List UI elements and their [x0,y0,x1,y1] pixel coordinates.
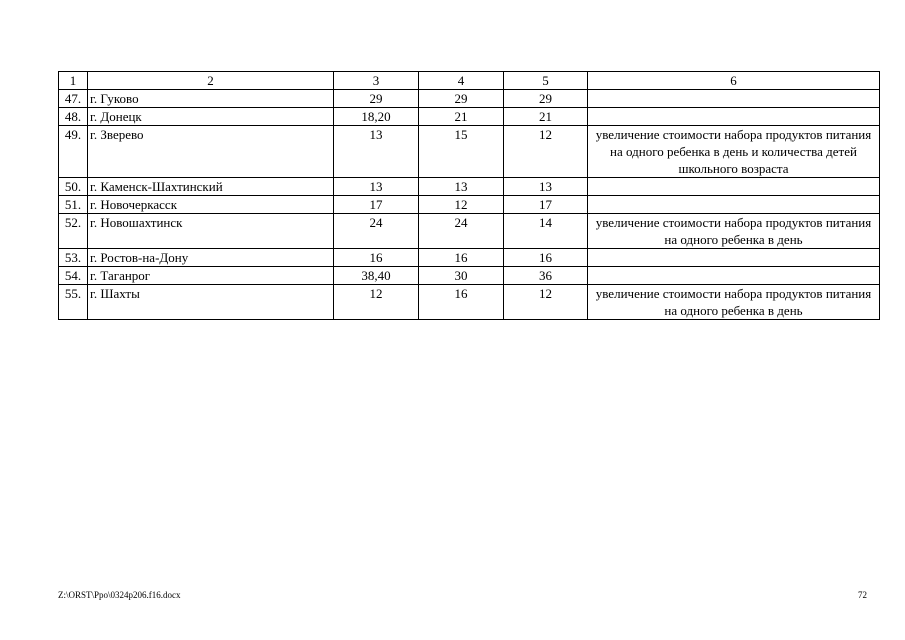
header-cell: 5 [504,72,588,90]
row-value-col3: 12 [334,285,419,320]
row-city: г. Новочеркасск [88,196,334,214]
header-cell: 3 [334,72,419,90]
row-value-col5: 29 [504,90,588,108]
row-value-col5: 16 [504,249,588,267]
row-value-col3: 18,20 [334,108,419,126]
row-note [588,108,880,126]
row-number: 48. [59,108,88,126]
data-table [58,71,880,320]
table-row [59,267,880,285]
table-row [59,249,880,267]
row-number: 54. [59,267,88,285]
table-header-row [59,72,880,90]
row-value-col5: 36 [504,267,588,285]
row-value-col5: 17 [504,196,588,214]
header-cell: 4 [419,72,504,90]
row-value-col5: 14 [504,214,588,249]
row-note: увеличение стоимости набора продуктов питания на одного ребенка в день [588,214,880,249]
row-city: г. Шахты [88,285,334,320]
row-value-col3: 16 [334,249,419,267]
row-city: г. Донецк [88,108,334,126]
row-value-col3: 24 [334,214,419,249]
row-value-col3: 29 [334,90,419,108]
row-value-col5: 12 [504,285,588,320]
row-value-col3: 38,40 [334,267,419,285]
table-row [59,90,880,108]
row-city: г. Каменск-Шахтинский [88,178,334,196]
row-city: г. Гуково [88,90,334,108]
page-number: 72 [858,590,867,600]
row-value-col4: 15 [419,126,504,178]
row-value-col4: 16 [419,249,504,267]
table-row [59,285,880,320]
row-value-col3: 17 [334,196,419,214]
row-number: 47. [59,90,88,108]
row-note [588,178,880,196]
row-note: увеличение стоимости набора продуктов питания на одного ребенка в день [588,285,880,320]
row-note: увеличение стоимости набора продуктов питания на одного ребенка в день и количества детей школьного возраста [588,126,880,178]
row-note [588,267,880,285]
row-value-col3: 13 [334,126,419,178]
table-row [59,178,880,196]
row-note [588,196,880,214]
row-number: 52. [59,214,88,249]
row-value-col5: 13 [504,178,588,196]
row-value-col4: 13 [419,178,504,196]
header-cell: 6 [588,72,880,90]
header-cell: 2 [88,72,334,90]
row-value-col4: 24 [419,214,504,249]
row-value-col4: 21 [419,108,504,126]
row-value-col4: 16 [419,285,504,320]
table-row [59,214,880,249]
row-value-col5: 12 [504,126,588,178]
row-value-col3: 13 [334,178,419,196]
row-number: 55. [59,285,88,320]
table-row [59,126,880,178]
row-city: г. Ростов-на-Дону [88,249,334,267]
row-note [588,90,880,108]
row-city: г. Таганрог [88,267,334,285]
footer-file-path: Z:\ORST\Ppo\0324p206.f16.docx [58,590,181,600]
table-row [59,108,880,126]
row-number: 50. [59,178,88,196]
row-number: 49. [59,126,88,178]
row-note [588,249,880,267]
header-cell: 1 [59,72,88,90]
row-value-col4: 12 [419,196,504,214]
row-number: 53. [59,249,88,267]
row-number: 51. [59,196,88,214]
table-row [59,196,880,214]
row-value-col5: 21 [504,108,588,126]
row-city: г. Новошахтинск [88,214,334,249]
row-value-col4: 30 [419,267,504,285]
row-value-col4: 29 [419,90,504,108]
row-city: г. Зверево [88,126,334,178]
